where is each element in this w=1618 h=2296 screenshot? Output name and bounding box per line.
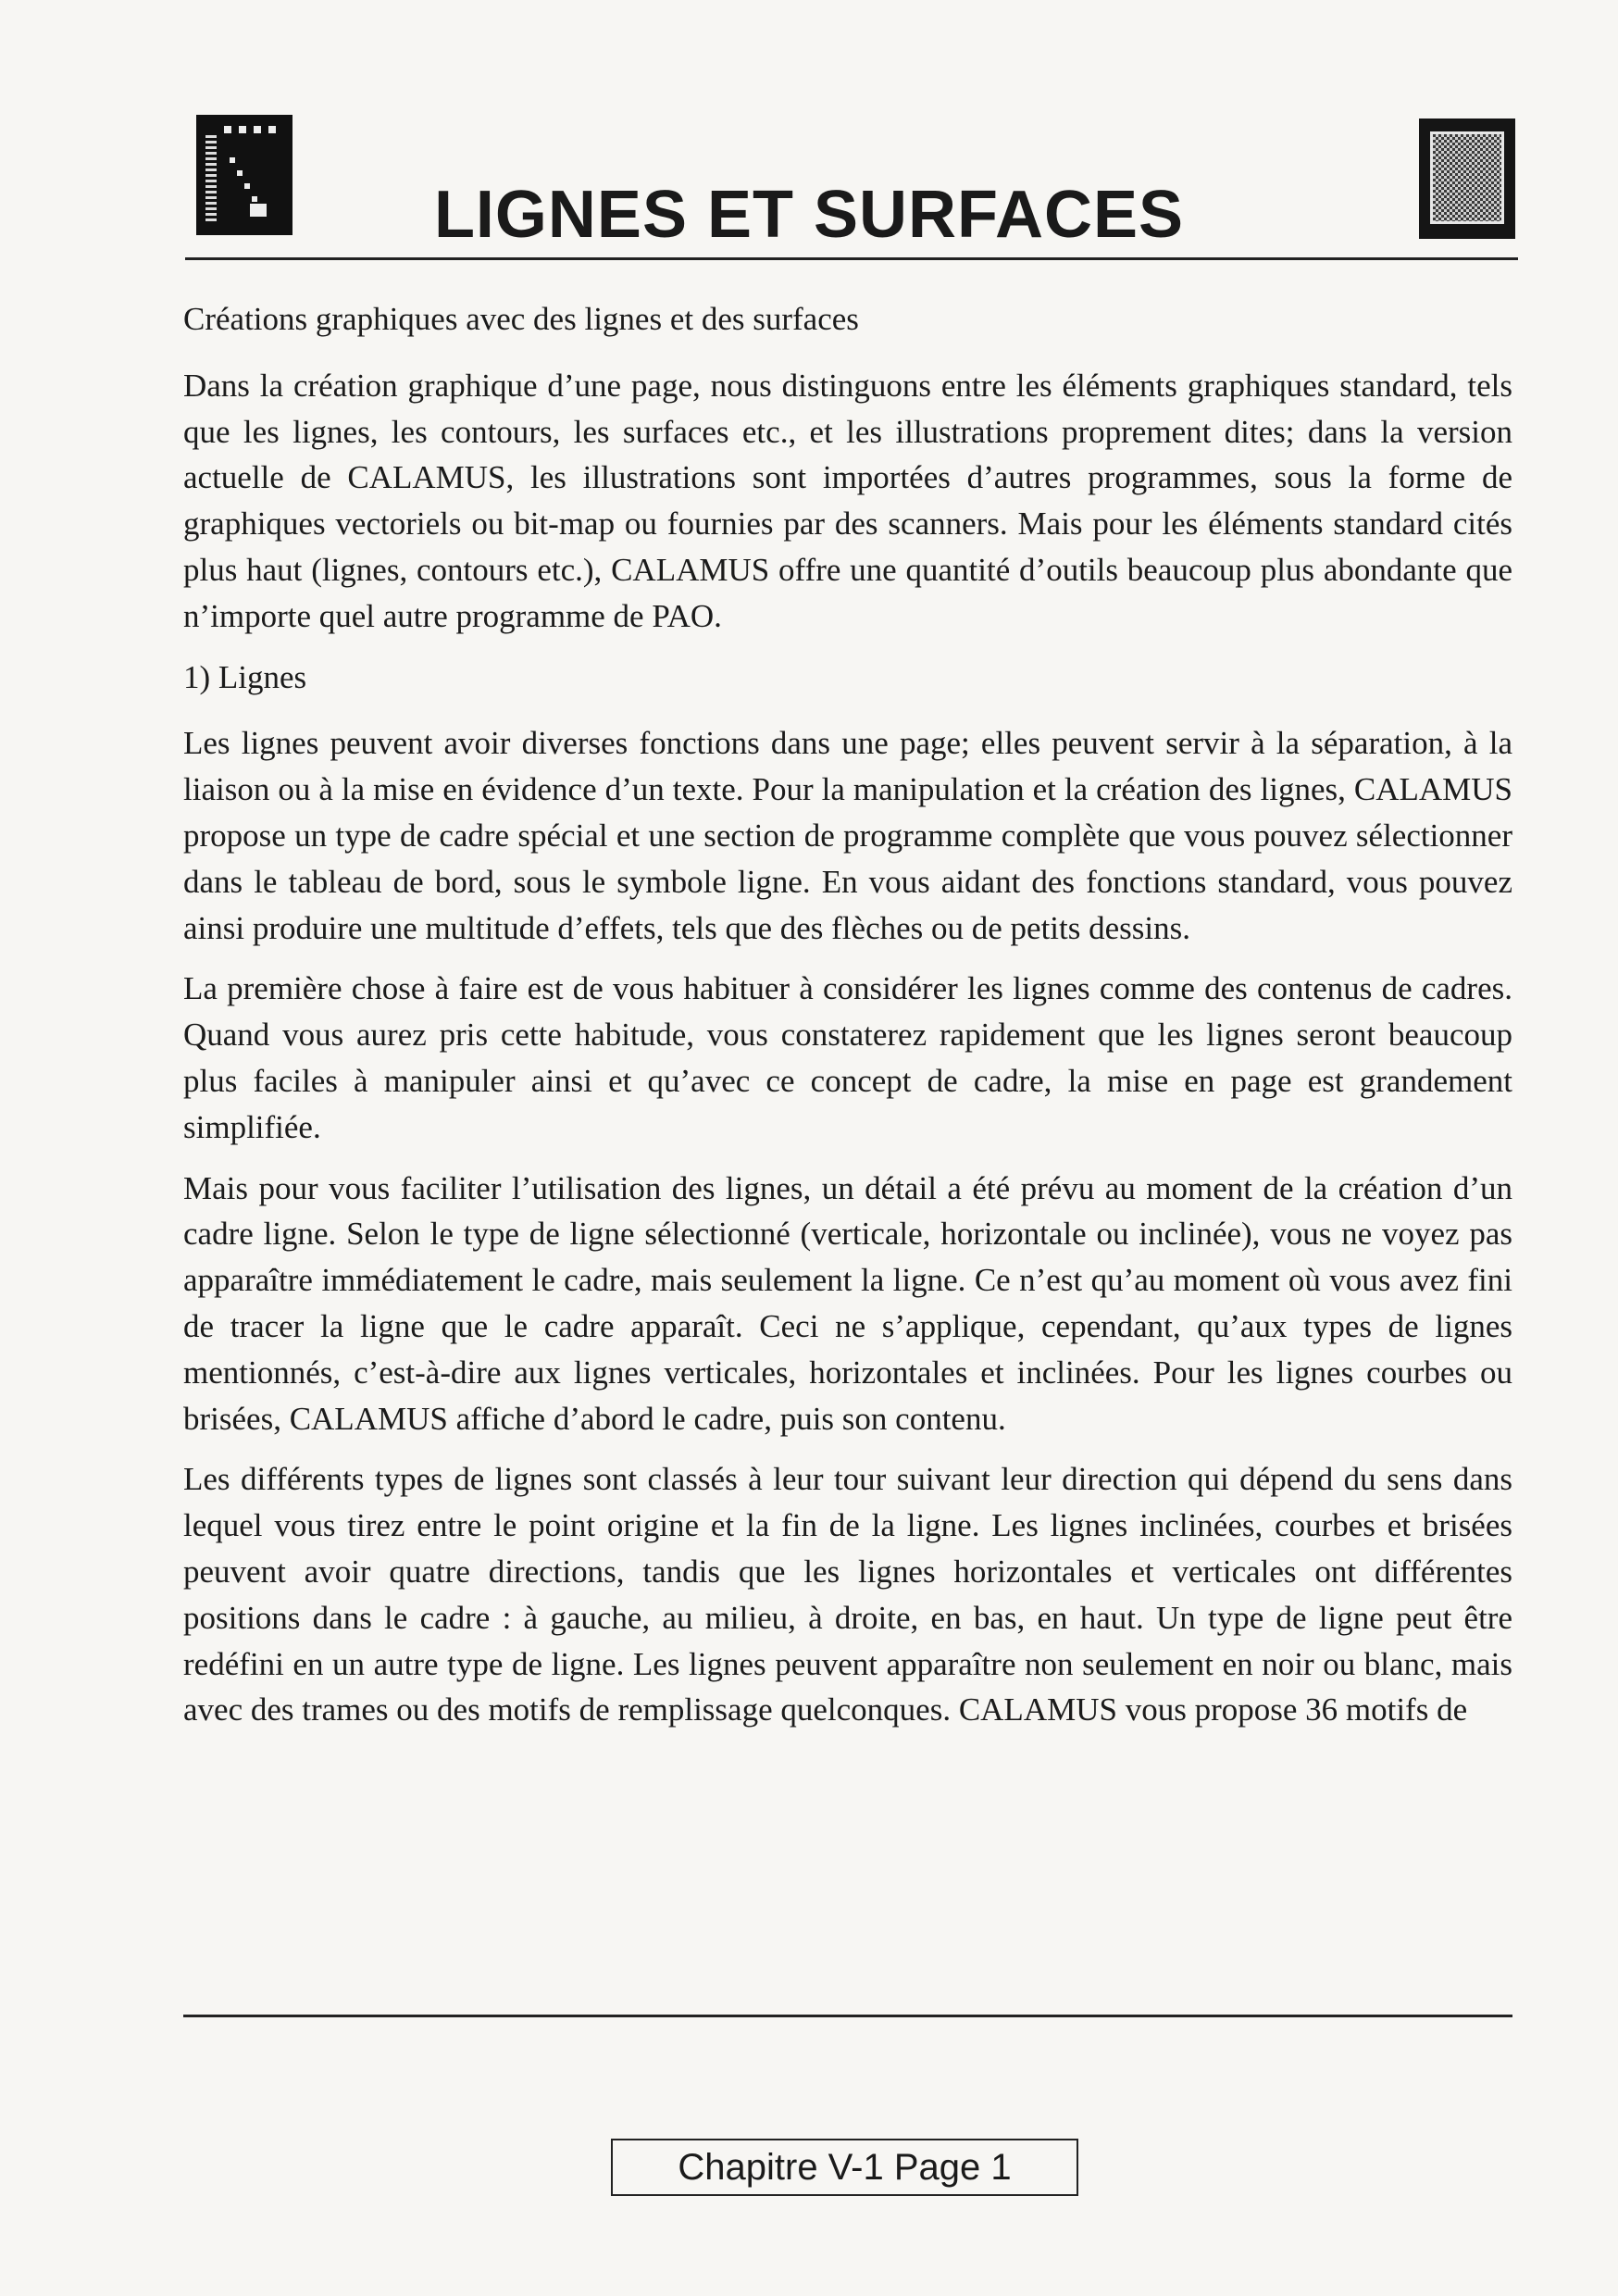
body-text (183, 296, 1512, 1748)
subtitle: Créations graphiques avec des lignes et des surfaces (183, 301, 859, 337)
page-number-label: Chapitre V-1 Page 1 (611, 2139, 1078, 2196)
page-title: LIGNES ET SURFACES (433, 178, 1185, 252)
fill-pattern-icon (1419, 119, 1515, 239)
header-divider (185, 257, 1518, 260)
paragraph-intro: Dans la création graphique d’une page, nous distinguons entre les éléments graphiques standard, tels que les lignes, les contours, les surfaces etc., et les illustrations proprement dites; dans la version actuelle de CALAMUS, les illustrations sont importées d’autres programmes, sous la forme de graphiques vectoriels ou bit-map ou fournies par des scanners. Mais pour les éléments standard cités plus haut (lignes, contours etc.), CALAMUS offre une quantité d’outils beaucoup plus abondante que n’importe quel autre programme de PAO. (183, 367, 1512, 634)
paragraph-lines-functions: Les lignes peuvent avoir diverses fonctions dans une page; elles peuvent servir à la séparation, à la liaison ou à la mise en évidence d’un texte. Pour la manipulation et la création des lignes, CALAMUS propose un type de cadre spécial et une section de programme complète que vous pouvez sélectionner dans le tableau de bord, sous le symbole ligne. En vous aidant des fonctions standard, vous pouvez ainsi produire une multitude d’effets, tels que des flèches ou de petits dessins. (183, 725, 1512, 946)
paragraph-lines-frames: La première chose à faire est de vous habituer à considérer les lignes comme des contenus de cadres. Quand vous aurez pris cette habitude, vous constaterez rapidement que les lignes seront beaucoup plus faciles à manipuler ainsi et qu’avec ce concept de cadre, la mise en page est grandement simplifiée. (183, 970, 1512, 1145)
footer-divider (183, 2015, 1512, 2017)
paragraph-line-types: Les différents types de lignes sont classés à leur tour suivant leur direction qui dépend du sens dans lequel vous tirez entre le point origine et la fin de la ligne. Les lignes inclinées, courbes et brisées peuvent avoir quatre directions, tandis que les lignes horizontales et verticales ont différentes positions dans le cadre : à gauche, au milieu, à droite, en bas, en haut. Un type de ligne peut être redéfini en un autre type de ligne. Les lignes peuvent apparaître non seulement en noir ou blanc, mais avec des trames ou des motifs de remplissage quelconques. CALAMUS vous propose 36 motifs de (183, 1461, 1512, 1728)
paragraph-frame-creation: Mais pour vous faciliter l’utilisation des lignes, un détail a été prévu au moment de la création d’un cadre ligne. Selon le type de ligne sélectionné (verticale, horizontale ou inclinée), vous ne voyez pas apparaître immédiatement le cadre, mais seulement la ligne. Ce n’est qu’au moment où vous avez fini de tracer la ligne que le cadre apparaît. Ceci ne s’applique, cependant, qu’aux types de lignes mentionnés, c’est-à-dire aux lignes verticales, horizontales et inclinées. Pour les lignes courbes ou brisées, CALAMUS affiche d’abord le cadre, puis son contenu. (183, 1169, 1512, 1437)
section-heading: 1) Lignes (183, 658, 307, 695)
